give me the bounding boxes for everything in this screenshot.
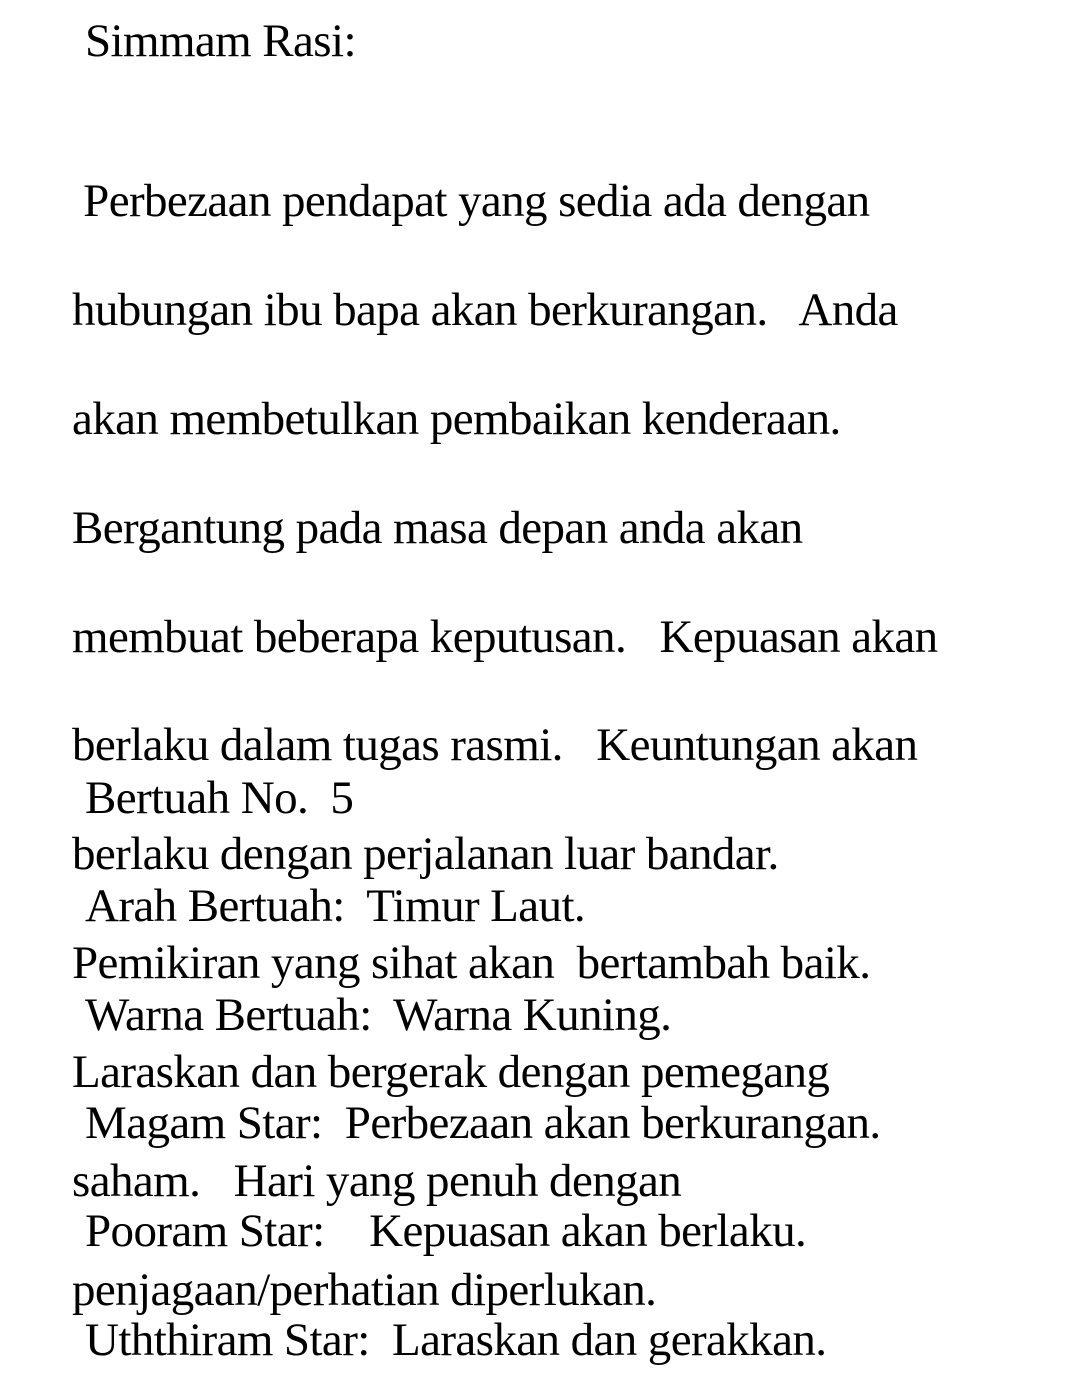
lucky-direction: Arah Bertuah: Timur Laut. — [85, 880, 586, 932]
uththiram-star: Uththiram Star: Laraskan dan gerakkan. — [85, 1314, 827, 1366]
paragraph-line: Laraskan dan bergerak dengan pemegang — [72, 1045, 830, 1098]
pooram-star: Pooram Star: Kepuasan akan berlaku. — [85, 1205, 807, 1257]
paragraph-line: berlaku dalam tugas rasmi. Keuntungan akan — [72, 719, 918, 772]
paragraph-line: saham. Hari yang penuh dengan — [72, 1154, 682, 1207]
paragraph-line: Perbezaan pendapat yang sedia ada dengan — [72, 175, 870, 228]
paragraph-line: hubungan ibu bapa akan berkurangan. Anda — [72, 284, 898, 337]
lucky-color: Warna Bertuah: Warna Kuning. — [85, 989, 672, 1041]
lucky-number: Bertuah No. 5 — [85, 772, 354, 824]
heading: Simmam Rasi: — [85, 15, 356, 67]
paragraph-line: berlaku dengan perjalanan luar bandar. — [72, 828, 779, 881]
paragraph-line: Pemikiran yang sihat akan bertambah baik. — [72, 937, 871, 990]
paragraph-line: penjagaan/perhatian diperlukan. — [72, 1263, 657, 1316]
horoscope-paragraph — [72, 120, 1062, 1371]
paragraph-line: membuat beberapa keputusan. Kepuasan akan — [72, 610, 938, 663]
magam-star: Magam Star: Perbezaan akan berkurangan. — [85, 1097, 881, 1149]
paragraph-line: Bergantung pada masa depan anda akan — [72, 501, 803, 554]
paragraph-line: akan membetulkan pembaikan kenderaan. — [72, 393, 841, 446]
